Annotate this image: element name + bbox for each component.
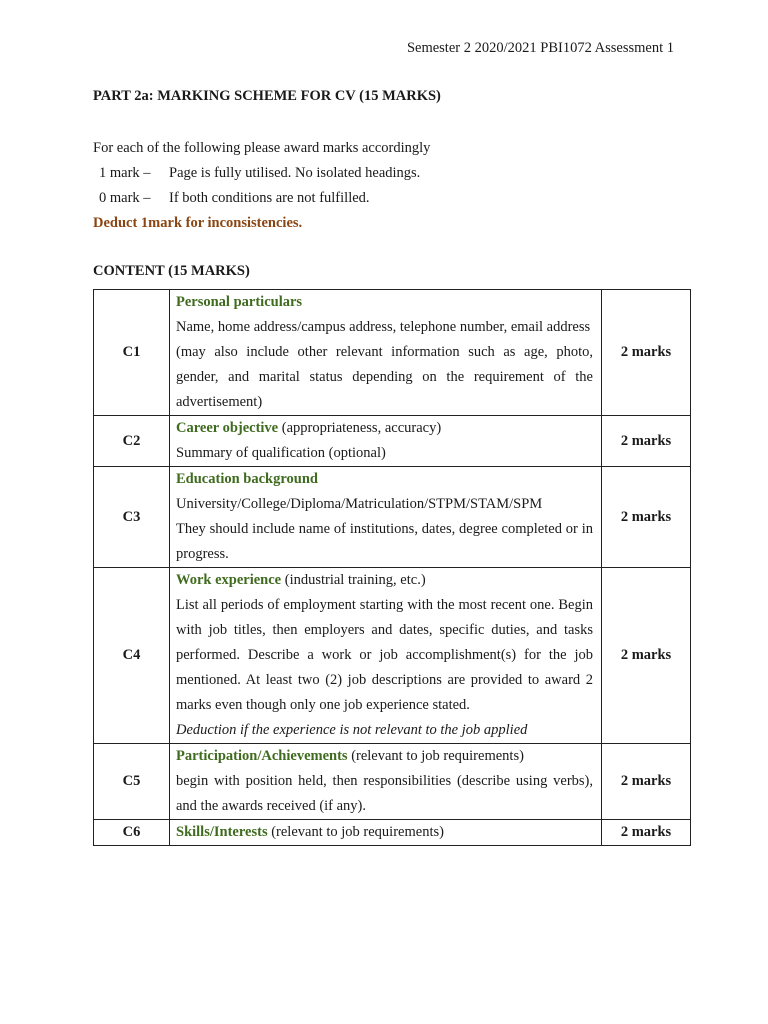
content-title: CONTENT (15 MARKS) [93, 263, 250, 279]
page-header: Semester 2 2020/2021 PBI1072 Assessment 1 [406, 40, 674, 56]
criterion-body: Name, home address/campus address, telephone number, email address [176, 319, 591, 335]
criterion-row [93, 186, 430, 211]
criterion-heading: Work experience [176, 572, 282, 588]
marking-scheme-table [93, 289, 691, 846]
criterion-heading-suffix: (relevant to job requirements) [347, 748, 524, 764]
criterion-text: Page is fully utilised. No isolated headings. [169, 165, 421, 181]
criterion-description [170, 568, 602, 744]
criterion-code: C5 [94, 744, 170, 820]
criterion-marks: 2 marks [602, 467, 691, 568]
deduct-note: Deduct 1mark for inconsistencies. [93, 215, 303, 231]
table-row [94, 820, 691, 846]
table-row [94, 568, 691, 744]
criterion-body: List all periods of employment starting with the most recent one. Begin with job titles, then employers and dates, specific duties, and tasks performed. Describe a work or job accomplishment(s) for the job mentioned. At least two (2) job descriptions are provided to award 2 marks even though only one job experience stated. [176, 597, 593, 713]
criterion-heading: Skills/Interests [176, 824, 268, 840]
criterion-heading-suffix: (relevant to job requirements) [267, 824, 444, 840]
criterion-description [170, 467, 602, 568]
criterion-text: If both conditions are not fulfilled. [169, 190, 370, 206]
criterion-heading-suffix: (industrial training, etc.) [281, 572, 426, 588]
criterion-heading: Personal particulars [176, 294, 303, 310]
criterion-body-extra: They should include name of institutions, dates, degree completed or in progress. [176, 521, 593, 562]
criterion-description [170, 744, 602, 820]
criterion-code: C6 [94, 820, 170, 846]
criterion-body: University/College/Diploma/Matriculation/STPM/STAM/SPM [176, 496, 543, 512]
criterion-body: begin with position held, then responsibilities (describe using verbs), and the awards received (if any). [176, 773, 593, 814]
part-title: PART 2a: MARKING SCHEME FOR CV (15 MARKS) [93, 88, 441, 104]
criterion-marks: 2 marks [602, 290, 691, 416]
criterion-heading: Education background [176, 471, 318, 487]
criterion-marks: 2 marks [602, 568, 691, 744]
criterion-body: Summary of qualification (optional) [176, 445, 386, 461]
criterion-description [170, 290, 602, 416]
criterion-body-extra: (may also include other relevant information such as age, photo, gender, and marital status depending on the requirement of the advertisement) [176, 344, 593, 410]
criterion-deduction-note: Deduction if the experience is not relevant to the job applied [176, 722, 528, 738]
criterion-code: C4 [94, 568, 170, 744]
table-row [94, 744, 691, 820]
criterion-code: C1 [94, 290, 170, 416]
instructions [93, 136, 430, 236]
table-row [94, 416, 691, 467]
criterion-code: C2 [94, 416, 170, 467]
criterion-marks: 2 marks [602, 820, 691, 846]
criterion-description [170, 416, 602, 467]
table-row [94, 290, 691, 416]
criterion-code: C3 [94, 467, 170, 568]
criterion-marks: 2 marks [602, 416, 691, 467]
criterion-heading-suffix: (appropriateness, accuracy) [278, 420, 442, 436]
table-row [94, 467, 691, 568]
instructions-intro: For each of the following please award marks accordingly [93, 140, 431, 156]
criterion-heading: Career objective [176, 420, 279, 436]
criterion-heading: Participation/Achievements [176, 748, 348, 764]
criterion-description [170, 820, 602, 846]
criterion-row [93, 161, 430, 186]
criterion-mark: 0 mark – [99, 190, 151, 206]
criterion-mark: 1 mark – [99, 165, 151, 181]
criterion-marks: 2 marks [602, 744, 691, 820]
